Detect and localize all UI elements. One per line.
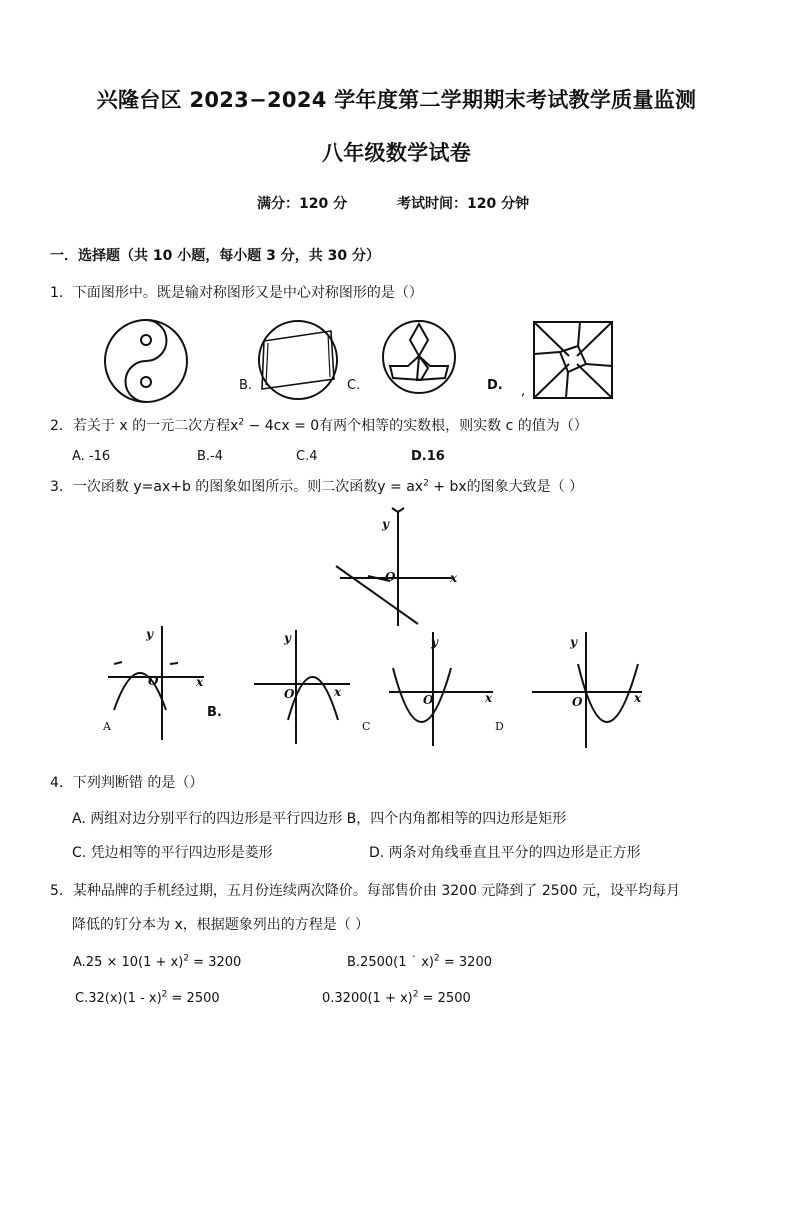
- parabola-graph-b: [250, 626, 360, 746]
- question-1-stem: 1．下面图形中。既是输对称图形又是中心对称图形的是（）: [50, 285, 423, 301]
- graph-label-a: A: [103, 720, 111, 733]
- question-4-option-a-b: A. 两组对边分别平行的四边形是平行四边形 B，四个内角都相等的四边形是矩形: [72, 811, 567, 827]
- linear-function-graph: [330, 508, 470, 628]
- svg-text:x: x: [334, 685, 342, 699]
- graph-label-b: B.: [207, 705, 222, 720]
- exam-subtitle: 八年级数学试卷: [321, 141, 472, 165]
- question-2-stem: 2．若关于 x 的一元二次方程$x^2 - 4cx = 0$有两个相等的实数根，则实数 c 的值为（）: [50, 417, 588, 434]
- figure-1-label-comma: ,: [521, 384, 526, 399]
- question-5-option-d: $0.3200(1 + x)^2 = 2500$: [322, 989, 471, 1006]
- question-2-option-b: B.-4: [197, 449, 224, 464]
- parabola-graph-d: [528, 628, 648, 750]
- graph-label-c: C: [362, 720, 371, 733]
- figure-1-label-b: B.: [239, 378, 253, 393]
- svg-text:O: O: [572, 695, 583, 709]
- svg-text:x: x: [634, 691, 642, 705]
- figure-1d-square-pinwheel: [532, 320, 614, 400]
- question-4-option-c: C. 凭边相等的平行四边形是菱形: [72, 845, 273, 861]
- svg-text:y: y: [146, 627, 153, 641]
- svg-text:O: O: [423, 693, 434, 707]
- graph-y-label: y: [382, 517, 389, 531]
- graph-x-label: x: [450, 571, 458, 585]
- svg-text:y: y: [570, 635, 577, 649]
- section-heading: 一．选择题（共 10 小题，每小题 3 分，共 30 分）: [50, 248, 380, 264]
- exam-title: 兴隆台区 2023−2024 学年度第二学期期末考试教学质量监测: [96, 88, 697, 112]
- question-5-option-b: B.2500(1 ˙ x)$^2$ = 3200: [347, 953, 492, 970]
- question-2-option-d: D.16: [411, 449, 445, 464]
- question-4-option-d: D. 两条对角线垂直且平分的四边形是正方形: [369, 845, 641, 861]
- question-5-option-c: C.32(x)(1 - x)$^2$ = 2500: [75, 989, 220, 1006]
- svg-text:O: O: [284, 687, 295, 701]
- parabola-graph-c: [385, 628, 500, 748]
- graph-origin-label: O: [385, 570, 396, 584]
- exam-time: 考试时间：120 分钟: [397, 196, 530, 212]
- figure-1-label-d: D.: [487, 378, 503, 393]
- figure-1b-circle-with-rectangle: [257, 319, 339, 401]
- figure-1a-yin-yang: [100, 318, 192, 404]
- svg-text:y: y: [431, 635, 438, 649]
- question-2-option-a: A. -16: [72, 449, 111, 464]
- figure-1-label-c: C.: [347, 378, 361, 393]
- svg-text:x: x: [196, 675, 204, 689]
- svg-text:O: O: [148, 674, 159, 688]
- parabola-graph-a: [100, 622, 210, 742]
- question-5-option-a: $A.25 \times 10(1 + x)^2 = 3200$: [73, 953, 242, 970]
- question-4-stem: 4．下列判断错 的是（）: [50, 775, 204, 791]
- svg-text:y: y: [284, 631, 291, 645]
- question-5-stem-line-1: 5．某种品牌的手机经过期，五月份连续两次降价。每部售价由 3200 元降到了 2500 元，设平均每月: [50, 883, 680, 899]
- question-5-stem-line-2: 降低的钉分本为 x，根据题象列出的方程是（ ）: [72, 917, 370, 933]
- svg-text:x: x: [485, 691, 493, 705]
- graph-label-d: D: [495, 720, 504, 733]
- question-2-option-c: C.4: [296, 449, 318, 464]
- full-score: 满分：120 分: [257, 196, 348, 212]
- figure-1c-circle-with-diamonds: [381, 318, 461, 398]
- question-3-stem: 3．一次函数 y=ax+b 的图象如图所示。则二次函数$y = ax^2$ + bx的图象大致是（ ）: [50, 478, 584, 495]
